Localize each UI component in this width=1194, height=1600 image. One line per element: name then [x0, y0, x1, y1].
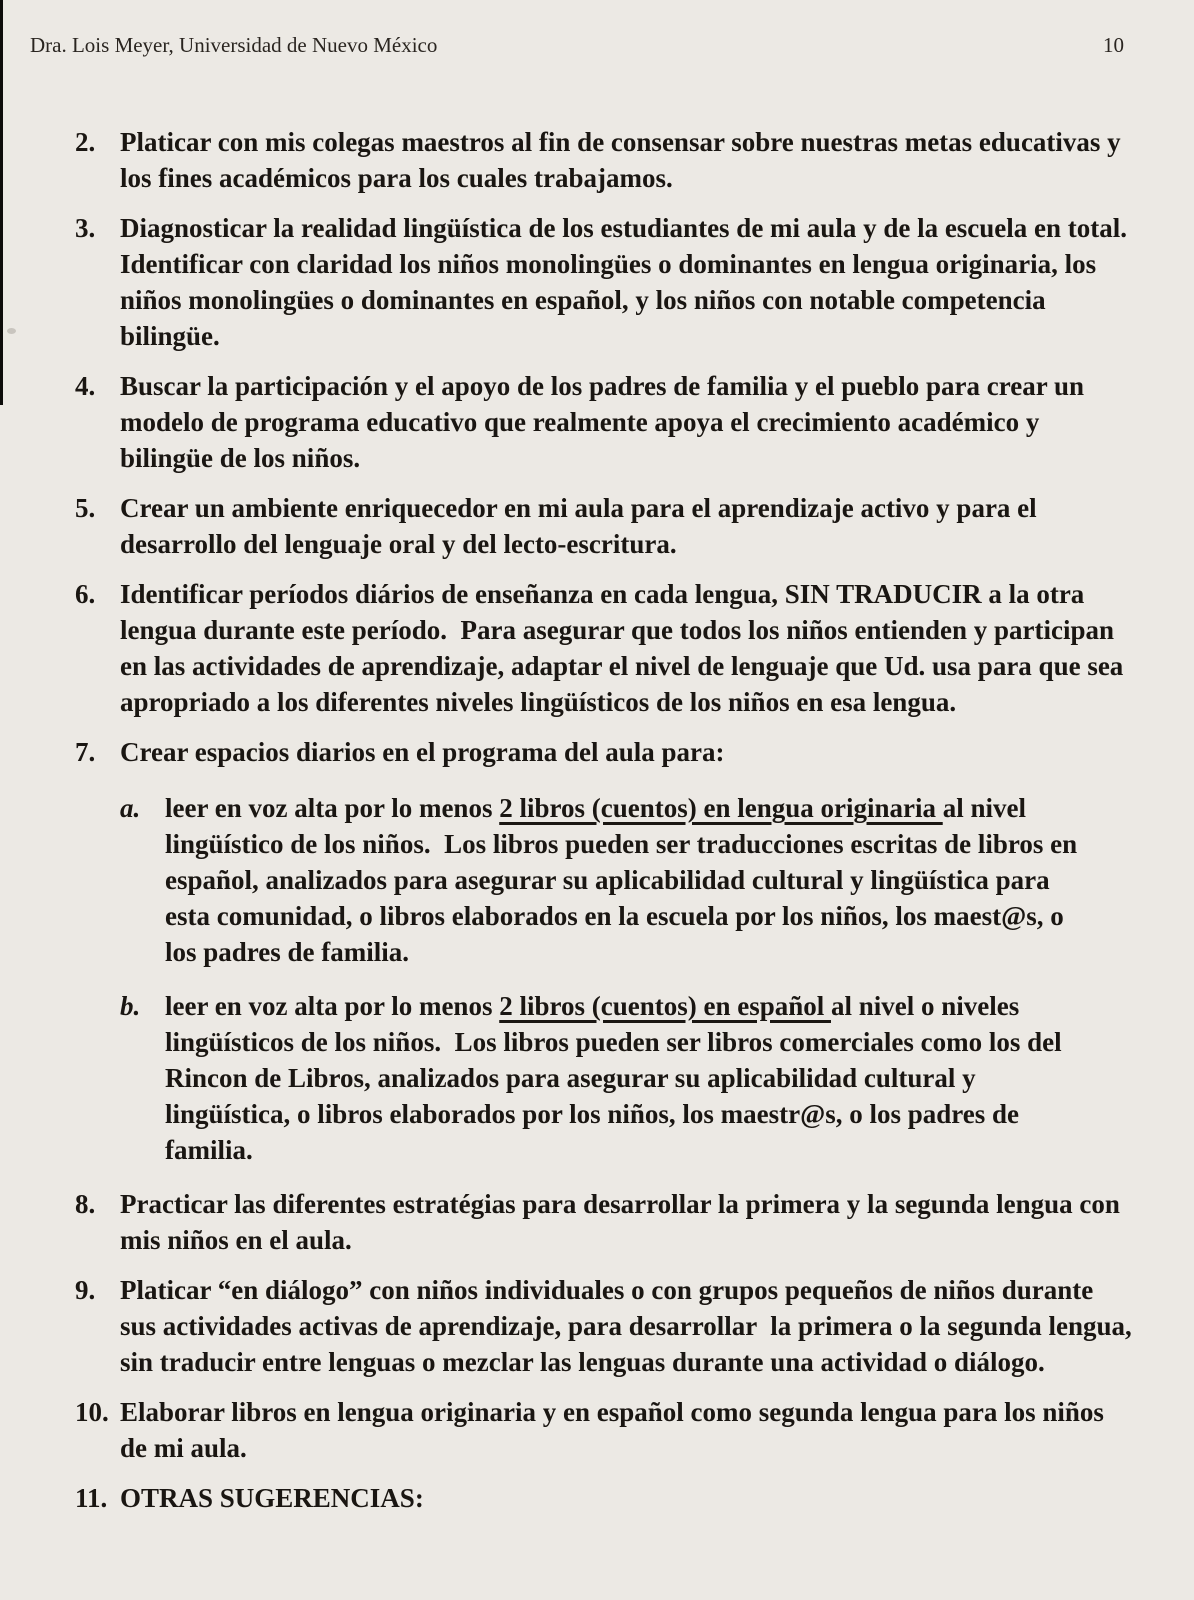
list-item-9	[75, 1272, 1139, 1380]
sub-item-b	[120, 988, 1134, 1168]
item-text: Diagnosticar la realidad lingüística de los estudiantes de mi aula y de la escuela en total. Identificar con claridad los niños monolingües o dominantes en lengua originaria, los niños monolingües o dominantes en español, y los niños con notable competencia bilingüe.	[120, 213, 1141, 351]
list-item-7	[75, 734, 1134, 770]
item-number: 4.	[75, 371, 96, 401]
item-text: Platicar con mis colegas maestros al fin de consensar sobre nuestras metas educativas y los fines académicos para los cuales trabajamos.	[120, 127, 1128, 193]
numbered-list	[0, 124, 1194, 1516]
sub-item-text-underlined: 2 libros (cuentos) en español	[499, 991, 831, 1021]
item-text: OTRAS SUGERENCIAS:	[120, 1483, 424, 1513]
list-item-10	[75, 1394, 1134, 1466]
item-number: 8.	[75, 1189, 96, 1219]
list-item-5	[75, 490, 1134, 562]
list-item-8	[75, 1186, 1134, 1258]
item-text: Identificar períodos diários de enseñanza en cada lengua, SIN TRADUCIR a la otra lengua durante este período. Para asegurar que todos los niños entienden y participan en las actividades de aprendizaje, adaptar el nivel de lenguaje que Ud. usa para que sea apropriado a los diferentes niveles lingüísticos de los niños en esa lengua.	[120, 579, 1131, 717]
item-number: 3.	[75, 213, 96, 243]
list-item-4	[75, 368, 1134, 476]
item-number: 7.	[75, 737, 96, 767]
page-number: 10	[1103, 33, 1124, 57]
scan-speck-artifact	[7, 328, 16, 334]
list-item-11	[75, 1480, 1134, 1516]
item-text: Crear un ambiente enriquecedor en mi aula para el aprendizaje activo y para el desarrollo del lenguaje oral y del lecto-escritura.	[120, 493, 1044, 559]
item-number: 5.	[75, 493, 96, 523]
sub-item-a	[120, 790, 1134, 970]
item-number: 10.	[75, 1397, 109, 1427]
item-text: Elaborar libros en lengua originaria y en español como segunda lengua para los niños de mi aula.	[120, 1397, 1111, 1463]
item-text: Practicar las diferentes estratégias para desarrollar la primera y la segunda lengua con mis niños en el aula.	[120, 1189, 1127, 1255]
sub-item-text-pre: leer en voz alta por lo menos	[165, 793, 500, 823]
scan-edge-artifact	[0, 0, 3, 405]
item-text: Buscar la participación y el apoyo de los padres de familia y el pueblo para crear un modelo de programa educativo que realmente apoya el crecimiento académico y bilingüe de los niños.	[120, 371, 1091, 473]
sub-item-text-pre: leer en voz alta por lo menos	[165, 991, 500, 1021]
list-item-6	[75, 576, 1134, 720]
sub-item-text-underlined: 2 libros (cuentos) en lengua originaria	[499, 793, 943, 823]
sub-item-text	[165, 988, 1087, 1168]
page-header	[0, 0, 1194, 58]
sub-list	[120, 790, 1134, 1168]
item-text: Crear espacios diarios en el programa del aula para:	[120, 737, 725, 767]
item-number: 2.	[75, 127, 96, 157]
list-item-2	[75, 124, 1134, 196]
item-number: 9.	[75, 1275, 96, 1305]
sub-item-text-post: al nivel lingüístico de los niños. Los libros pueden ser traducciones escritas de libros en español, analizados para asegurar su aplicabilidad cultural y lingüística para esta comunidad, o libros elaborados en la escuela por los niños, los maest@s, o los padres de familia.	[165, 793, 1084, 967]
sub-item-letter: b.	[120, 991, 141, 1021]
item-text: Platicar “en diálogo” con niños individuales o con grupos pequeños de niños durante sus actividades activas de aprendizaje, para desarrollar la primera o la segunda lengua, sin traducir entre lenguas o mezclar las lenguas durante una actividad o diálogo.	[120, 1275, 1139, 1377]
item-number: 6.	[75, 579, 96, 609]
item-number: 11.	[75, 1483, 108, 1513]
sub-item-text	[165, 790, 1087, 970]
list-item-3	[75, 210, 1141, 354]
sub-item-text-post: al nivel o niveles lingüísticos de los niños. Los libros pueden ser libros comerciales como los del Rincon de Libros, analizados para asegurar su aplicabilidad cultural y lingüística, o libros elaborados por los niños, los maestr@s, o los padres de familia.	[165, 991, 1069, 1165]
sub-item-letter: a.	[120, 793, 141, 823]
author-name: Dra. Lois Meyer, Universidad de Nuevo México	[30, 33, 438, 57]
